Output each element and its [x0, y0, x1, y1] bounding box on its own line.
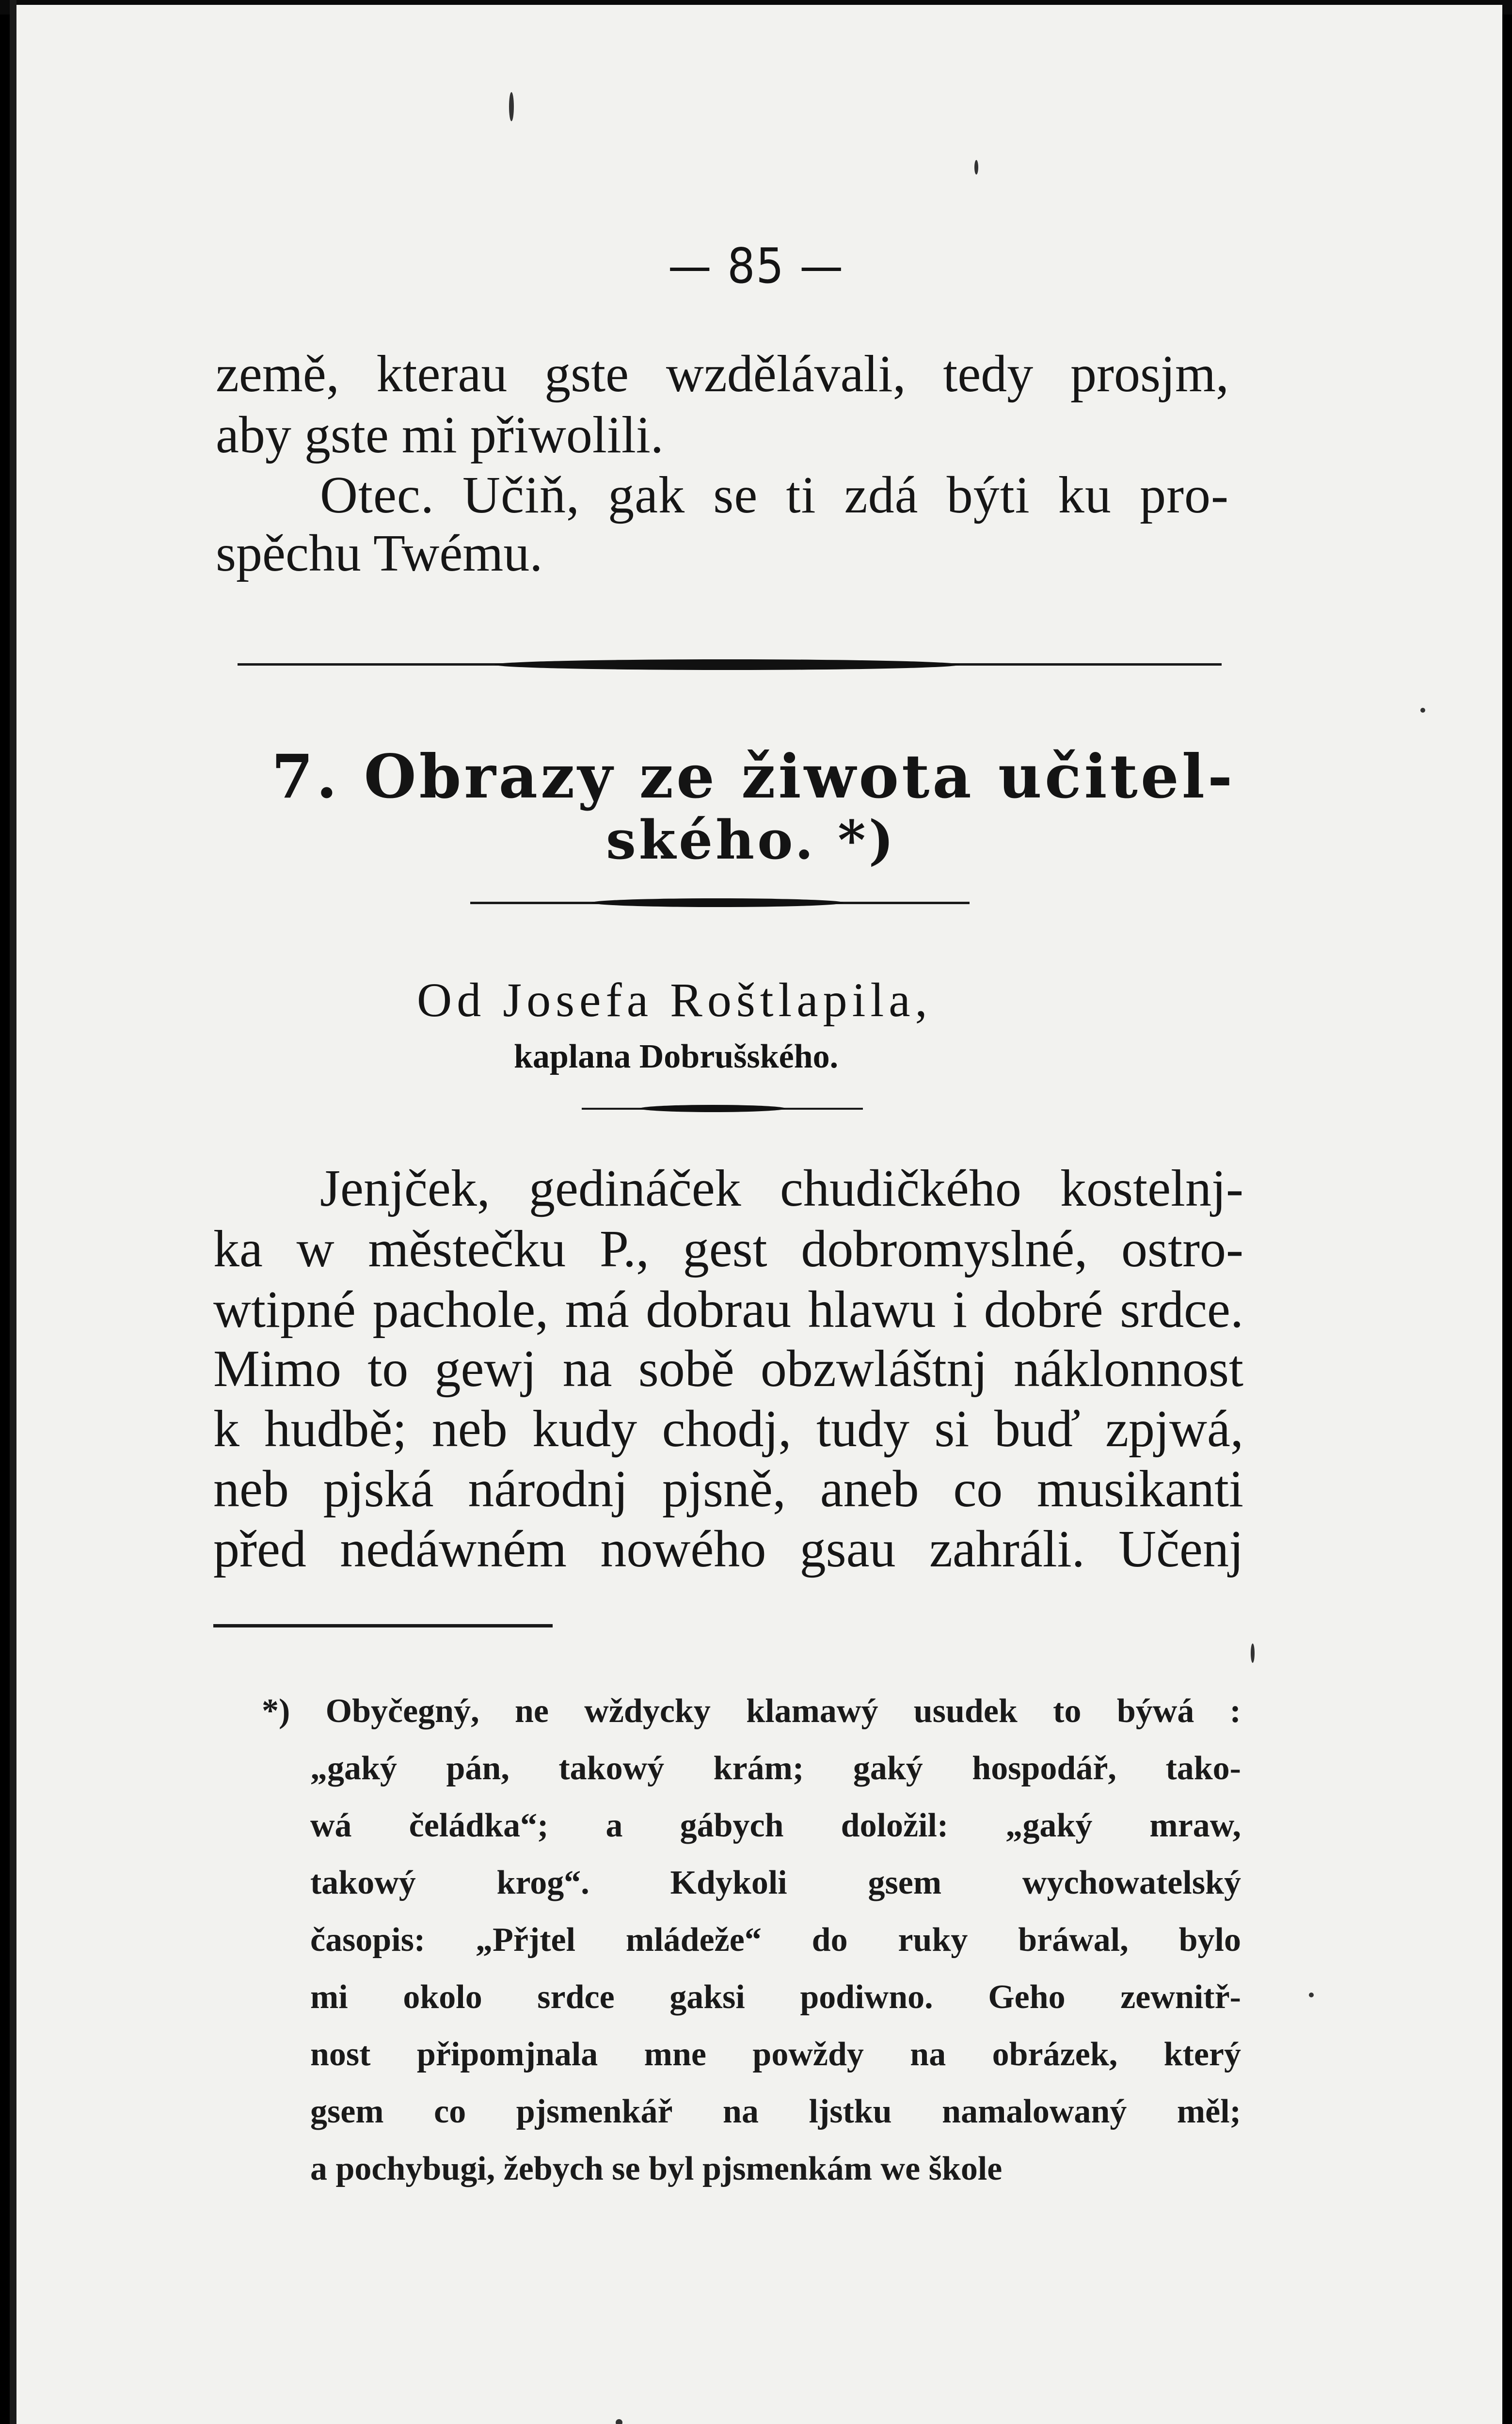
- scan-border-left: [10, 0, 16, 2424]
- text-line: Otec. Učiň, gak se ti zdá býti ku pro-: [320, 466, 1229, 524]
- scan-speck: [616, 2419, 622, 2424]
- footnote-line: „gaký pán, takowý krám; gaký hospodář, tako-: [310, 1750, 1241, 1787]
- scan-speck: [974, 160, 978, 175]
- author-divider-swell: [640, 1105, 785, 1112]
- footnote-line: *) Obyčegný, ne wždycky klamawý usudek to býwá :: [262, 1692, 1241, 1730]
- book-page: [10, 5, 1502, 2424]
- page-number: — 85 —: [668, 238, 844, 294]
- section-divider-swell: [494, 659, 960, 670]
- author-subtitle: kaplana Dobrušského.: [514, 1038, 839, 1075]
- text-line: wtipné pachole, má dobrau hlawu i dobré srdce.: [213, 1281, 1243, 1339]
- footnote-line: mi okolo srdce gaksi podiwno. Geho zewnitř-: [310, 1978, 1241, 2016]
- text-line: země, kterau gste wzdělávali, tedy prosjm,: [216, 345, 1229, 403]
- section-heading-continued: ského. *): [606, 809, 897, 871]
- text-line: Mimo to gewj na sobě obzwláštnj náklonnost: [213, 1340, 1243, 1398]
- heading-divider-swell: [591, 898, 844, 907]
- footnote-line: wá čeládka“; a gábych doložil: „gaký mraw,: [310, 1807, 1241, 1844]
- text-line: aby gste mi přiwolili.: [216, 406, 664, 464]
- text-line: ka w městečku P., gest dobromyslné, ostro-: [213, 1220, 1243, 1278]
- text-line: neb pjská národnj pjsně, aneb co musikanti: [213, 1460, 1243, 1518]
- text-line: Jenjček, gedináček chudičkého kostelnj-: [320, 1160, 1243, 1217]
- scan-speck: [1251, 1643, 1255, 1663]
- footnote-line: nost připomjnala mne powždy na obrázek, který: [310, 2036, 1241, 2073]
- section-heading: 7. Obrazy ze žiwota učitel-: [271, 742, 1236, 812]
- scan-speck: [509, 92, 514, 121]
- author-line: Od Josefa Roštlapila,: [417, 973, 932, 1027]
- text-line: spěchu Twému.: [216, 525, 543, 582]
- footnote-line: časopis: „Přjtel mládeže“ do ruky bráwal, bylo: [310, 1921, 1241, 1959]
- scan-speck: [1309, 1993, 1314, 1997]
- footnote-separator: [213, 1624, 553, 1627]
- footnote-line: a pochybugi, žebych se byl pjsmenkám we škole: [310, 2150, 1003, 2187]
- footnote-line: gsem co pjsmenkář na ljstku namalowaný měl;: [310, 2093, 1241, 2130]
- text-line: k hudbě; neb kudy chodj, tudy si buď zpjwá,: [213, 1400, 1243, 1458]
- text-line: před nedáwném nowého gsau zahráli. Učenj: [213, 1520, 1243, 1578]
- scan-speck: [1420, 708, 1425, 713]
- footnote-line: takowý krog“. Kdykoli gsem wychowatelský: [310, 1864, 1241, 1901]
